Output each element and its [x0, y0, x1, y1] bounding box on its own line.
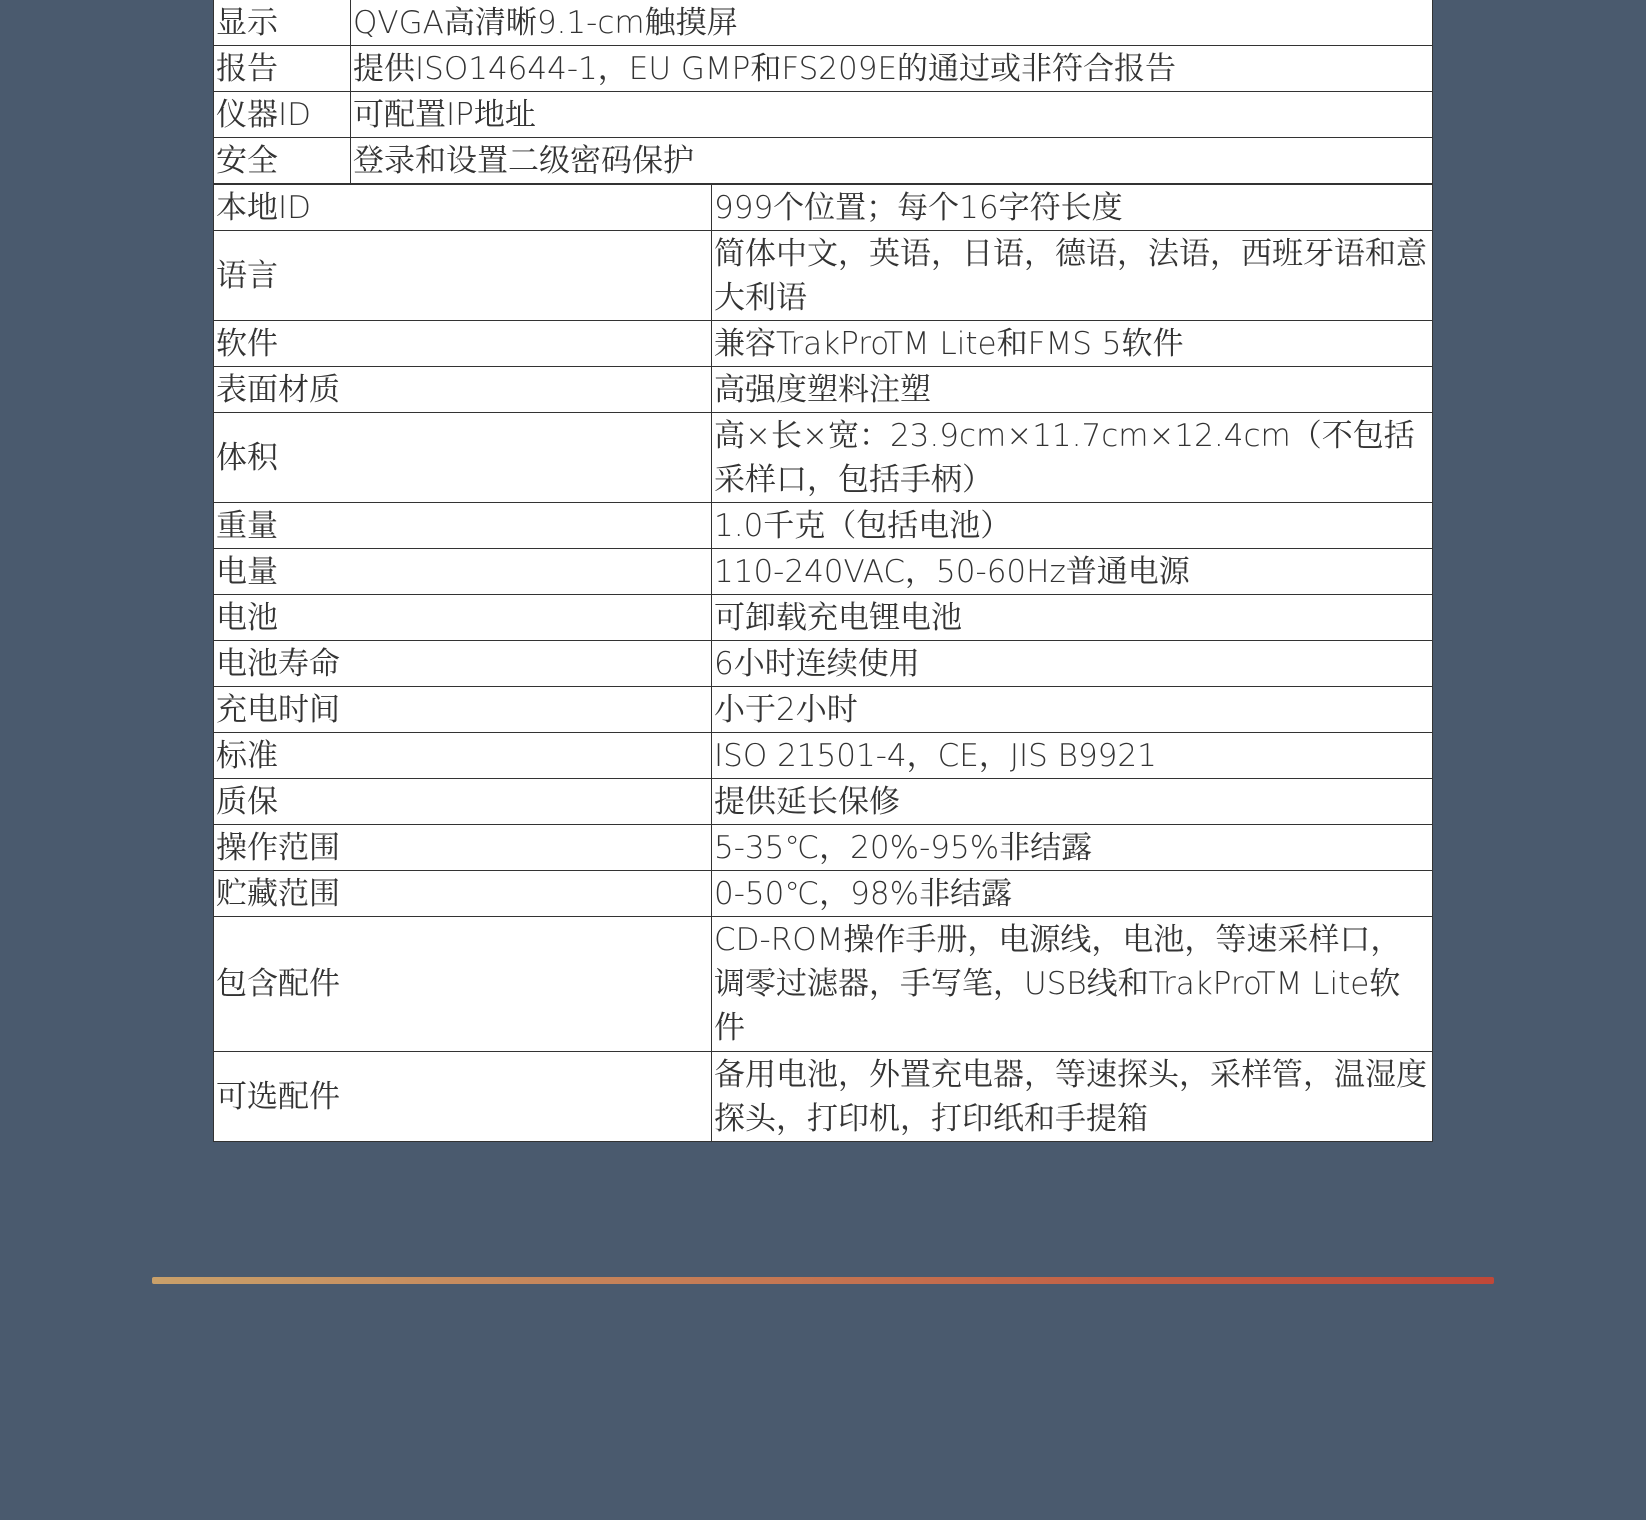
table-row [214, 185, 1433, 231]
spec-label: 表面材质 [214, 367, 712, 413]
spec-value: 提供ISO14644-1，EU GMP和FS209E的通过或非符合报告 [351, 46, 1433, 92]
spec-label: 语言 [214, 231, 712, 321]
spec-label: 电池寿命 [214, 641, 712, 687]
spec-value: 0-50℃，98%非结露 [712, 871, 1433, 917]
spec-label: 质保 [214, 779, 712, 825]
spec-sheet [213, 0, 1433, 1142]
table-row [214, 0, 1433, 46]
spec-label: 充电时间 [214, 687, 712, 733]
spec-label: 重量 [214, 503, 712, 549]
spec-value: ISO 21501-4，CE，JIS B9921 [712, 733, 1433, 779]
gradient-divider [152, 1277, 1494, 1284]
table-row [214, 367, 1433, 413]
table-row [214, 46, 1433, 92]
table-row [214, 687, 1433, 733]
spec-value: CD-ROM操作手册，电源线，电池，等速采样口，调零过滤器，手写笔，USB线和TrakProTM Lite软件 [712, 917, 1433, 1052]
spec-value: 小于2小时 [712, 687, 1433, 733]
spec-value: 1.0千克（包括电池） [712, 503, 1433, 549]
spec-value: 110-240VAC，50-60Hz普通电源 [712, 549, 1433, 595]
table-row [214, 595, 1433, 641]
table-row [214, 413, 1433, 503]
spec-label: 电量 [214, 549, 712, 595]
spec-table-main [213, 184, 1433, 1142]
spec-value: 999个位置；每个16字符长度 [712, 185, 1433, 231]
spec-label: 体积 [214, 413, 712, 503]
table-row [214, 825, 1433, 871]
table-row [214, 138, 1433, 184]
table-row [214, 733, 1433, 779]
spec-value: 兼容TrakProTM Lite和FMS 5软件 [712, 321, 1433, 367]
spec-label: 安全 [214, 138, 351, 184]
spec-value: 5-35℃，20%-95%非结露 [712, 825, 1433, 871]
spec-label: 显示 [214, 0, 351, 46]
spec-label: 报告 [214, 46, 351, 92]
spec-value: 6小时连续使用 [712, 641, 1433, 687]
table-row [214, 871, 1433, 917]
spec-value: 提供延长保修 [712, 779, 1433, 825]
table-row [214, 503, 1433, 549]
spec-value: 备用电池，外置充电器，等速探头，采样管，温湿度探头，打印机，打印纸和手提箱 [712, 1052, 1433, 1142]
spec-table-top [213, 0, 1433, 184]
spec-label: 电池 [214, 595, 712, 641]
spec-label: 软件 [214, 321, 712, 367]
table-row [214, 231, 1433, 321]
spec-label: 操作范围 [214, 825, 712, 871]
spec-label: 标准 [214, 733, 712, 779]
spec-value: QVGA高清晰9.1-cm触摸屏 [351, 0, 1433, 46]
table-row [214, 779, 1433, 825]
table-row [214, 92, 1433, 138]
table-row [214, 641, 1433, 687]
spec-label: 本地ID [214, 185, 712, 231]
spec-value: 可卸载充电锂电池 [712, 595, 1433, 641]
spec-value: 高×长×宽：23.9cm×11.7cm×12.4cm（不包括采样口，包括手柄） [712, 413, 1433, 503]
table-row [214, 321, 1433, 367]
table-row [214, 1052, 1433, 1142]
spec-label: 贮藏范围 [214, 871, 712, 917]
table-row [214, 917, 1433, 1052]
spec-value: 简体中文，英语，日语，德语，法语，西班牙语和意大利语 [712, 231, 1433, 321]
spec-value: 登录和设置二级密码保护 [351, 138, 1433, 184]
spec-value: 高强度塑料注塑 [712, 367, 1433, 413]
spec-label: 仪器ID [214, 92, 351, 138]
spec-label: 包含配件 [214, 917, 712, 1052]
table-row [214, 549, 1433, 595]
spec-value: 可配置IP地址 [351, 92, 1433, 138]
spec-label: 可选配件 [214, 1052, 712, 1142]
